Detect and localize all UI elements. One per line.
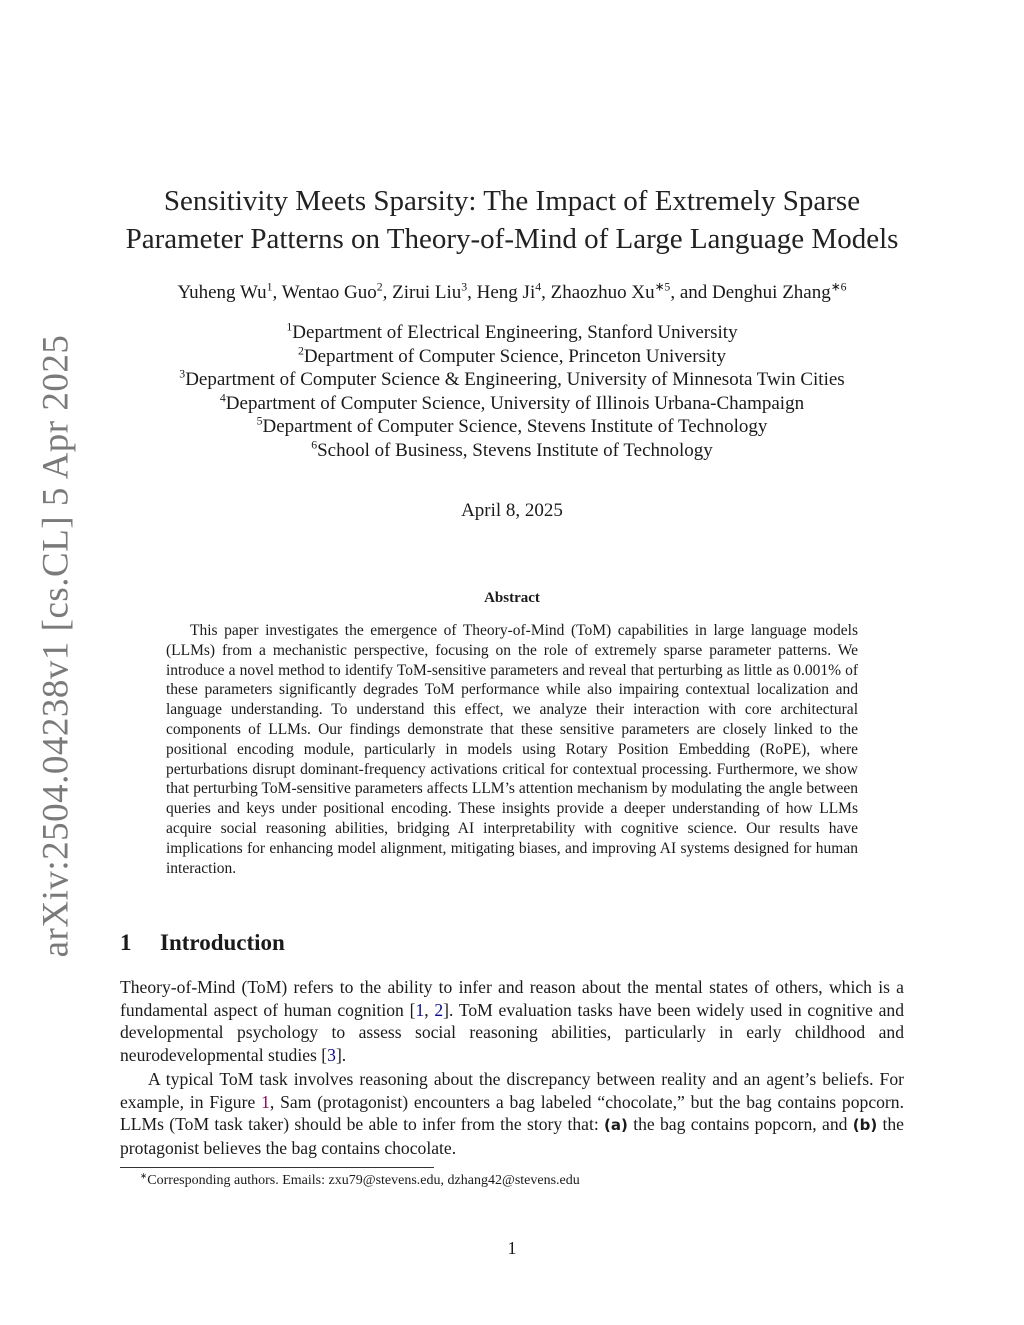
- paper-title-line-2: Parameter Patterns on Theory-of-Mind of Large Language Models: [125, 223, 899, 255]
- paper-title-line-1: Sensitivity Meets Sparsity: The Impact of Extremely Sparse: [163, 185, 861, 217]
- paragraph-text: , Sam (protagonist) encounters a bag labeled “chocolate,” but the bag contains popcorn. LLMs (ToM task taker) should be able to infer from the story that:: [120, 1091, 904, 1135]
- item-label-b: (b): [852, 1116, 878, 1135]
- affiliation: [0, 439, 1024, 463]
- author-name: Wentao Guo: [281, 282, 377, 303]
- affiliation: [0, 368, 1024, 392]
- footnote-mark: ∗: [140, 1170, 148, 1181]
- citation-link[interactable]: 1: [415, 999, 425, 1020]
- author-affil-mark: 3: [461, 280, 468, 294]
- author-affil-mark: 1: [266, 280, 273, 294]
- abstract-heading: Abstract: [484, 590, 540, 606]
- author-name: Denghui Zhang: [712, 282, 831, 303]
- footnote: [140, 1170, 580, 1189]
- publication-date: April 8, 2025: [461, 500, 563, 521]
- author-separator: ,: [541, 282, 551, 303]
- affiliation-mark: 4: [219, 391, 226, 405]
- author-list: [0, 282, 1024, 304]
- author-name: Zhaozhuo Xu: [550, 282, 655, 303]
- item-label-a: (a): [604, 1116, 628, 1135]
- section-number: 1: [120, 930, 132, 955]
- author-separator: ,: [272, 282, 282, 303]
- affiliation-mark: 6: [311, 438, 318, 452]
- author-separator: ,: [382, 282, 393, 303]
- author-affil-mark: 2: [376, 280, 383, 294]
- page-number: 1: [507, 1238, 517, 1258]
- citation-link[interactable]: 2: [434, 999, 444, 1020]
- affiliation-list: [0, 321, 1024, 462]
- affiliation-mark: 5: [256, 414, 263, 428]
- paragraph-text: ,: [424, 999, 435, 1020]
- affiliation-text: Department of Computer Science & Engineering, University of Minnesota Twin Cities: [185, 369, 845, 390]
- affiliation: [0, 321, 1024, 345]
- footnote-divider: [120, 1167, 434, 1168]
- author-name: Heng Ji: [476, 282, 536, 303]
- affiliation: [0, 345, 1024, 369]
- author-affil-mark: ∗5: [654, 280, 671, 294]
- intro-paragraph-1: [120, 976, 904, 1067]
- paragraph-text: the protagonist believes the bag contains chocolate.: [120, 1114, 904, 1159]
- author-separator: ,: [467, 282, 477, 303]
- affiliation-text: Department of Computer Science, Princeton University: [303, 345, 726, 367]
- abstract-body: This paper investigates the emergence of Theory-of-Mind (ToM) capabilities in large language models (LLMs) from a mechanistic perspective, focusing on the role of extremely sparse parameter patterns. We introduce a novel method to identify ToM-sensitive parameters and reveal that perturbing as little as 0.001% of these parameters significantly degrades ToM performance while also impairing contextual localization and language understanding. To understand this effect, we analyze their interaction with core architectural components of LLMs. Our findings demonstrate that these sensitive parameters are closely linked to the positional encoding module, particularly in models using Rotary Position Embedding (RoPE), where perturbations disrupt dominant-frequency activations critical for contextual processing. Furthermore, we show that perturbing ToM-sensitive parameters affects LLM’s attention mechanism by modulating the angle between queries and keys under positional encoding. These insights provide a deeper understanding of how LLMs acquire social reasoning abilities, bridging AI interpretability with cognitive science. Our results have implications for enhancing model alignment, mitigating biases, and improving AI systems designed for human interaction.: [166, 622, 858, 877]
- author-name: Yuheng Wu: [177, 282, 267, 303]
- paragraph-text: ].: [335, 1045, 347, 1066]
- affiliation-text: Department of Computer Science, Stevens Institute of Technology: [262, 416, 768, 437]
- affiliation-mark: 2: [297, 344, 304, 358]
- paragraph-text: A typical ToM task involves reasoning about the discrepancy between reality and an agent’s beliefs. For example, in Figure: [120, 1069, 904, 1112]
- paragraph-text: ]. ToM evaluation tasks have been widely used in cognitive and developmental psychology to assess social reasoning abilities, particularly in early childhood and neurodevelopmental studies [: [120, 999, 905, 1066]
- footnote-text: Corresponding authors. Emails: zxu79@stevens.edu, dzhang42@stevens.edu: [147, 1173, 580, 1188]
- author-affil-mark: ∗6: [830, 280, 847, 294]
- affiliation-mark: 3: [179, 367, 186, 381]
- section-title: Introduction: [160, 930, 285, 955]
- affiliation-text: Department of Computer Science, University of Illinois Urbana-Champaign: [225, 392, 805, 414]
- citation-link[interactable]: 3: [327, 1045, 336, 1066]
- paragraph-text: Theory-of-Mind (ToM) refers to the ability to infer and reason about the mental states of others, which is a fundamental aspect of human cognition [: [120, 977, 904, 1020]
- affiliation-text: School of Business, Stevens Institute of Technology: [317, 439, 713, 461]
- author-separator: , and: [670, 282, 713, 303]
- author-affil-mark: 4: [535, 280, 542, 294]
- affiliation: [0, 392, 1024, 416]
- arxiv-identifier-stamp: arXiv:2504.04238v1 [cs.CL] 5 Apr 2025: [35, 334, 77, 958]
- affiliation-text: Department of Electrical Engineering, Stanford University: [292, 322, 738, 343]
- paragraph-text: the bag contains popcorn, and: [627, 1114, 853, 1135]
- author-name: Zirui Liu: [392, 282, 462, 303]
- intro-paragraph-2: [120, 1068, 904, 1160]
- section-heading: [120, 930, 285, 956]
- figure-reference-link[interactable]: 1: [261, 1091, 270, 1112]
- affiliation-mark: 1: [286, 320, 293, 334]
- affiliation: [0, 415, 1024, 439]
